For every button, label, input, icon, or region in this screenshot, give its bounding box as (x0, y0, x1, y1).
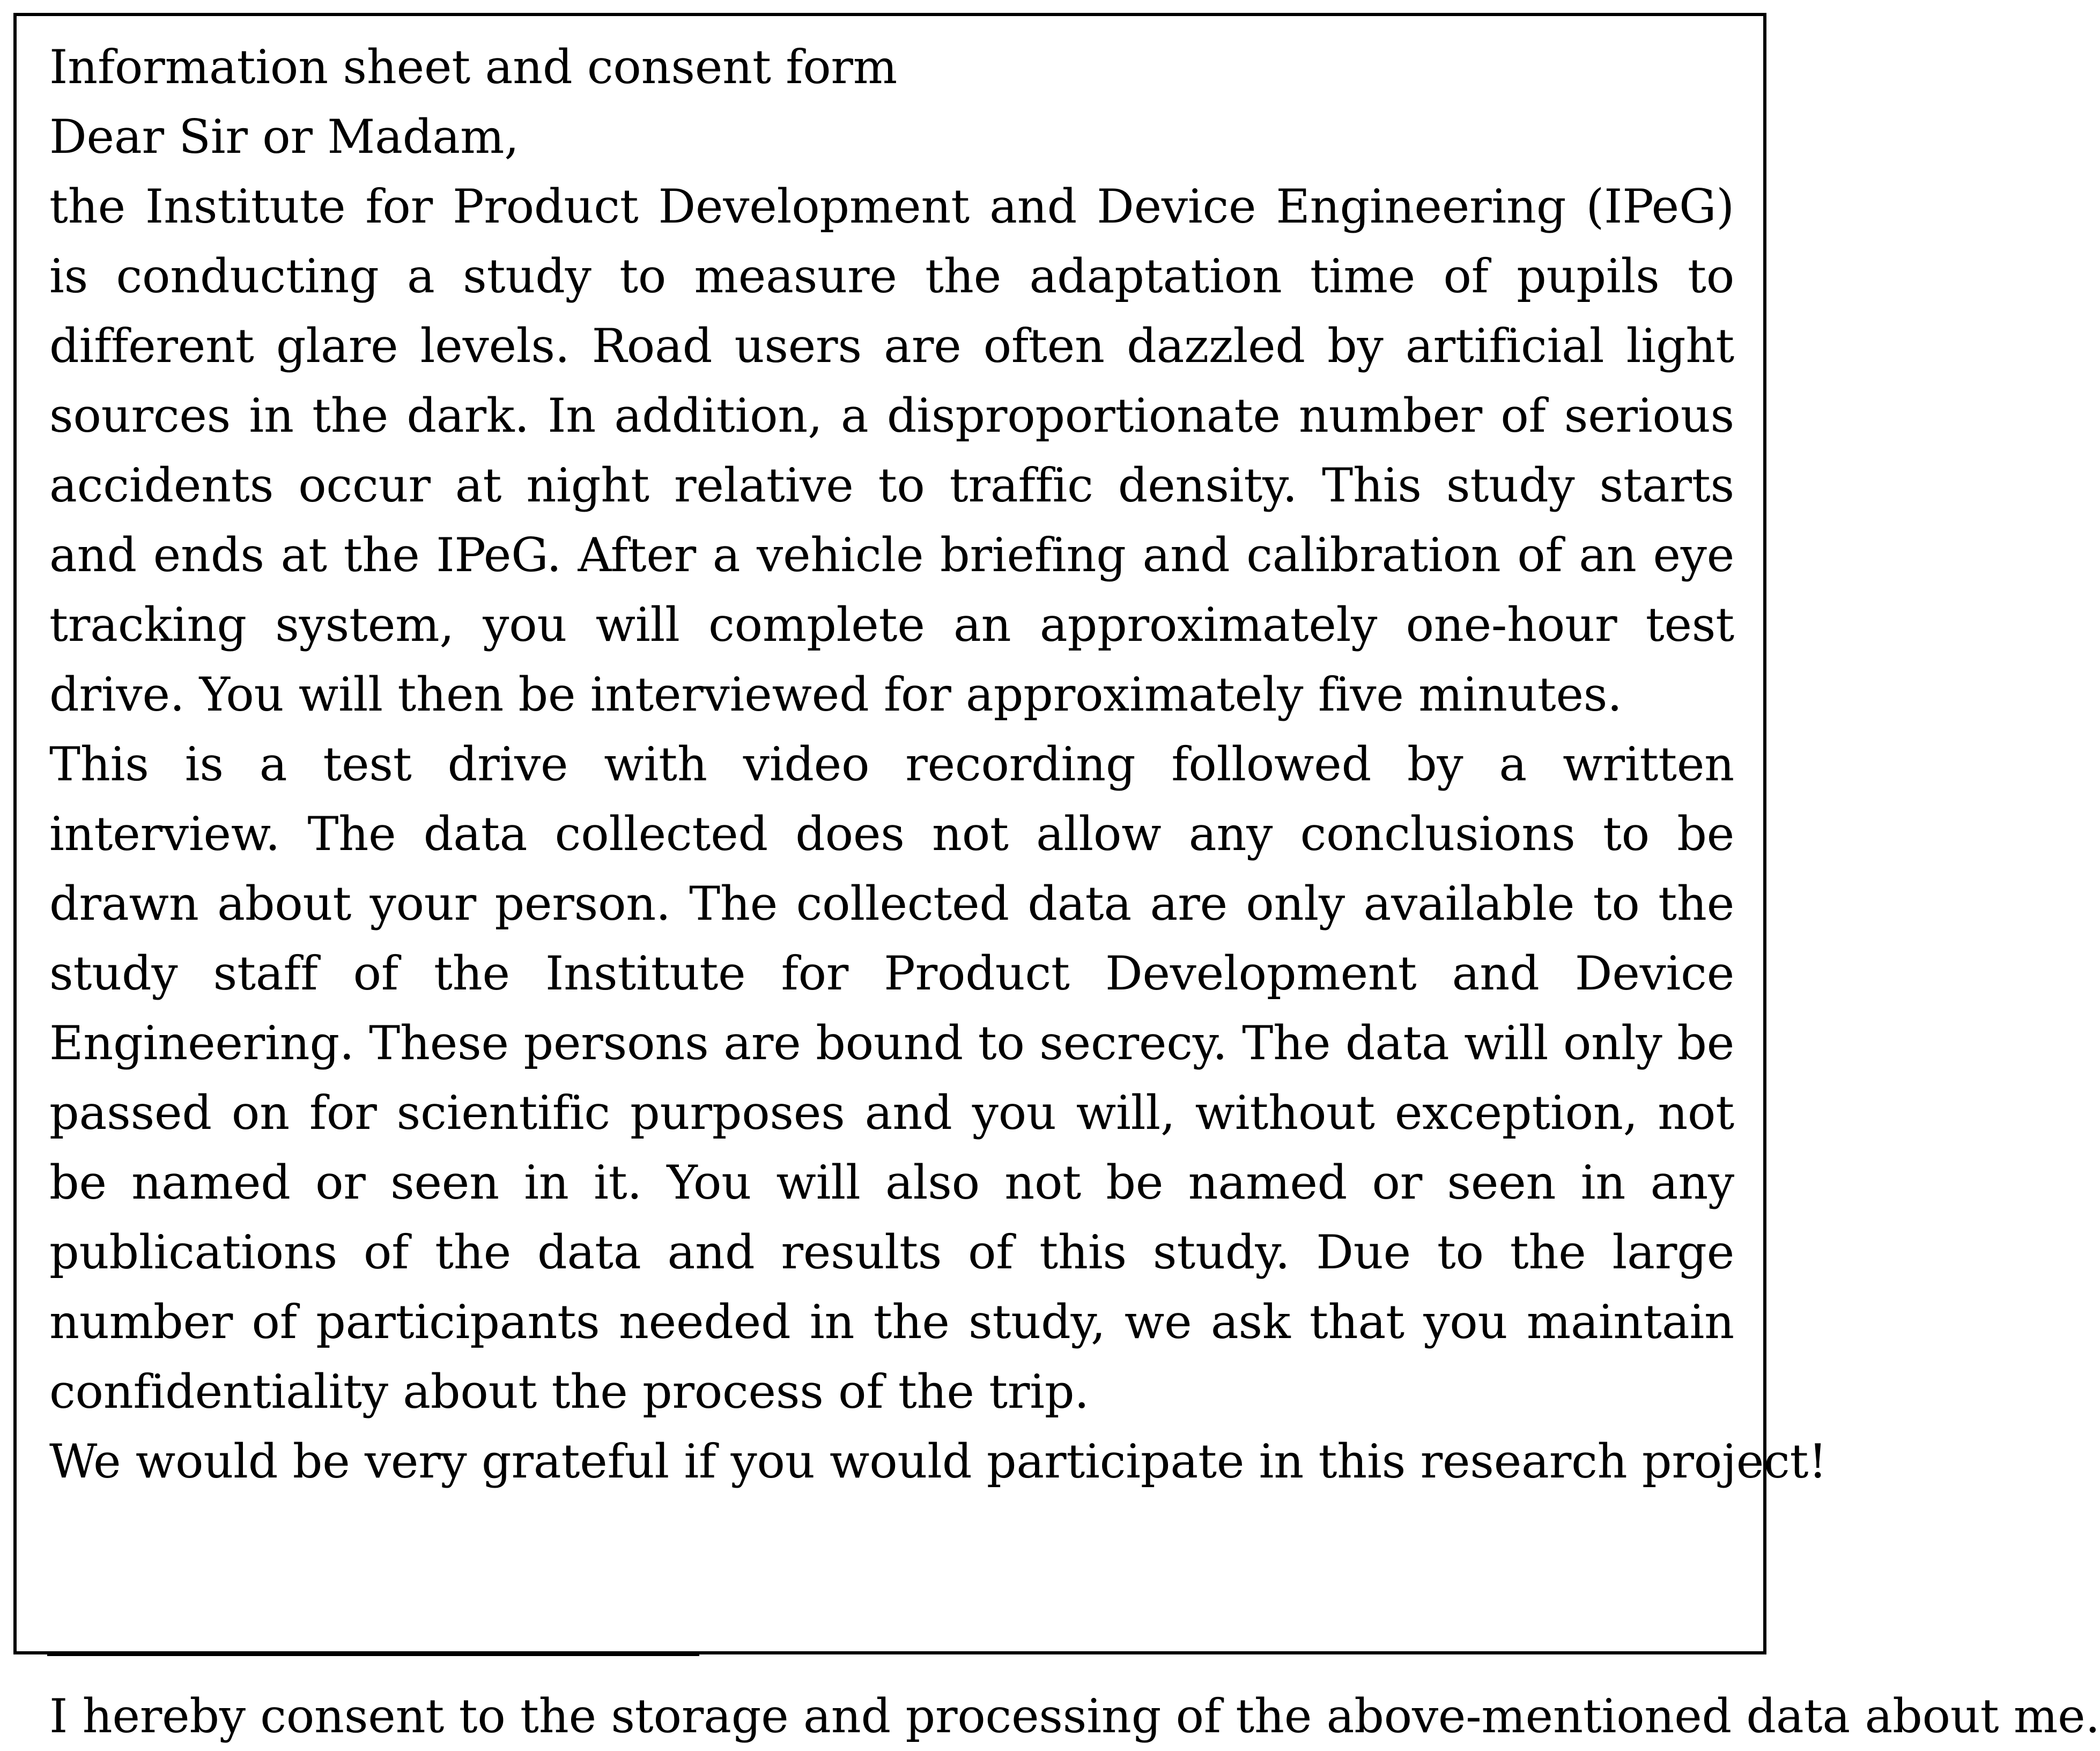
signature-blank-space (49, 1496, 1734, 1636)
document-body (49, 32, 2100, 1751)
salutation-line: Dear Sir or Madam, (49, 109, 519, 164)
paragraph-study-description: the Institute for Product Development and Device Engineering (IPeG) is conducting a study to measure the adaptation time of pupils to different glare levels. Road users are often dazzled by artificial light sources in the dark. In addition, a disproportionate number of serious accidents occur at night relative to traffic density. This study starts and ends at the IPeG. After a vehicle briefing and calibration of an eye tracking system, you will complete an approximately one-hour test drive. You will then be interviewed for approximately five minutes. (49, 179, 1734, 722)
consent-statement-line: I hereby consent to the storage and processing of the above-mentioned data about me. (49, 1689, 2100, 1743)
document-frame (13, 13, 2100, 1743)
signature-rule-spacer-bottom (49, 1656, 1734, 1681)
paragraph-data-privacy: This is a test drive with video recording followed by a written interview. The data collected does not allow any conclusions to be drawn about your person. The collected data are only available to the study staff of the Institute for Product Development and Device Engineering. These persons are bound to secrecy. The data will only be passed on for scientific purposes and you will, without exception, not be named or seen in it. You will also not be named or seen in any publications of the data and results of this study. Due to the large number of participants needed in the study, we ask that you maintain confidentiality about the process of the trip. (49, 737, 1734, 1419)
document-title: Information sheet and consent form (49, 40, 898, 94)
signature-rule (47, 1651, 699, 1656)
closing-line: We would be very grateful if you would participate in this research project! (49, 1434, 1828, 1489)
signature-rule-spacer-top (49, 1636, 1734, 1651)
